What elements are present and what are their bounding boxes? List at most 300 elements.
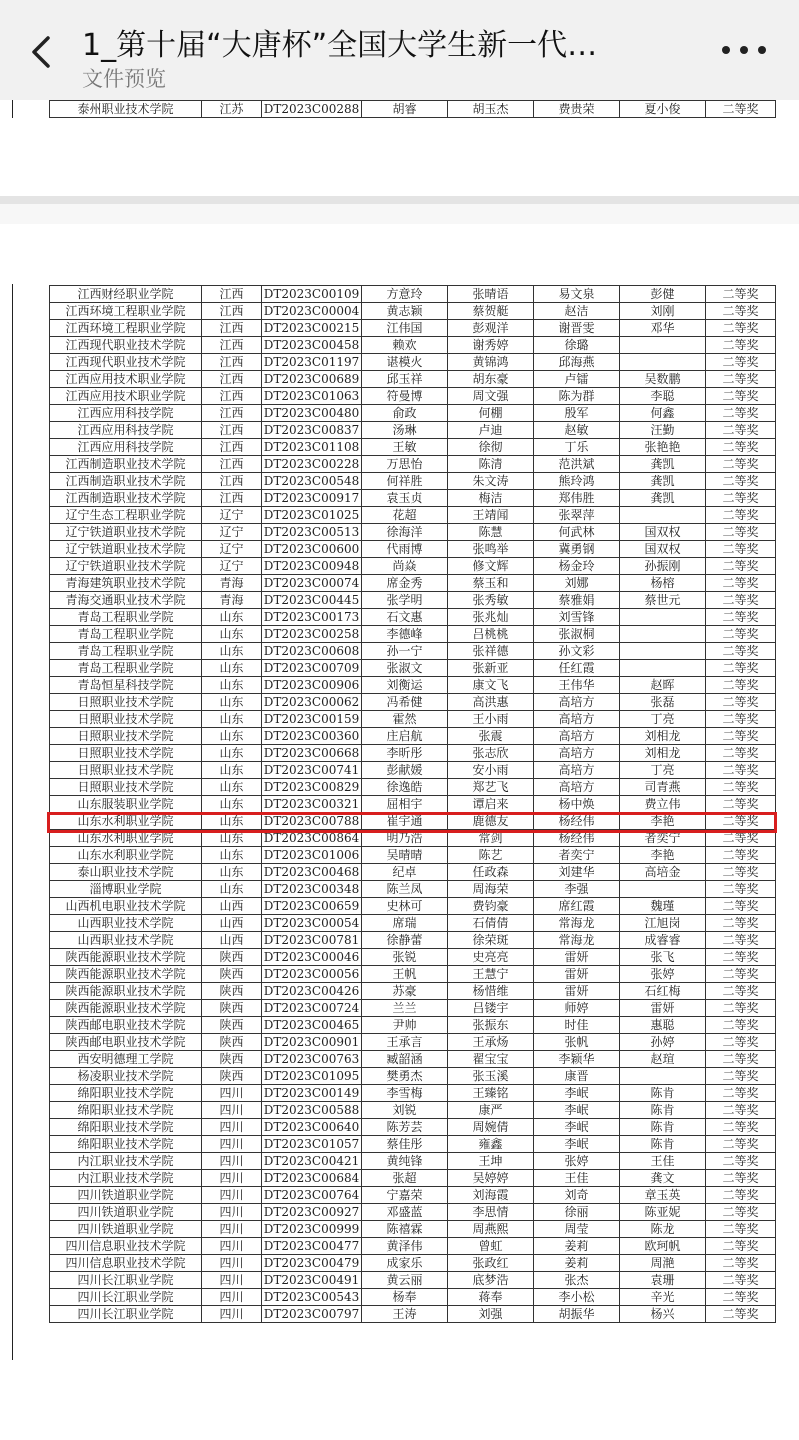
member-2-cell: 张兆灿 (448, 609, 534, 626)
table-row (50, 456, 776, 473)
member-1-cell: 谌模火 (362, 354, 448, 371)
team-id-cell: DT2023C00468 (262, 864, 362, 881)
school-cell: 江西制造职业技术学院 (50, 456, 202, 473)
award-cell: 二等奖 (706, 1136, 776, 1153)
award-cell: 二等奖 (706, 1017, 776, 1034)
more-dots-icon[interactable] (722, 46, 770, 58)
member-2-cell: 雍鑫 (448, 1136, 534, 1153)
teacher-2-cell: 龚凯 (620, 490, 706, 507)
team-id-cell: DT2023C00999 (262, 1221, 362, 1238)
team-id-cell: DT2023C00426 (262, 983, 362, 1000)
member-2-cell: 吕镂宇 (448, 1000, 534, 1017)
teacher-1-cell: 杨经伟 (534, 830, 620, 847)
teacher-2-cell: 李艳 (620, 813, 706, 830)
table-row (50, 796, 776, 813)
teacher-2-cell: 龚凯 (620, 473, 706, 490)
team-id-cell: DT2023C00588 (262, 1102, 362, 1119)
school-cell: 山东服装职业学院 (50, 796, 202, 813)
teacher-1-cell: 李岷 (534, 1102, 620, 1119)
school-cell: 陕西能源职业技术学院 (50, 966, 202, 983)
table-row (50, 864, 776, 881)
province-cell: 山东 (202, 847, 262, 864)
teacher-2-cell (620, 626, 706, 643)
table-row (50, 779, 776, 796)
teacher-1-cell: 雷妍 (534, 966, 620, 983)
member-1-cell: 李德峰 (362, 626, 448, 643)
teacher-1-cell: 陈为群 (534, 388, 620, 405)
teacher-1-cell: 冀勇钢 (534, 541, 620, 558)
teacher-2-cell: 丁亮 (620, 711, 706, 728)
member-1-cell: 纪卓 (362, 864, 448, 881)
team-id-cell: DT2023C00348 (262, 881, 362, 898)
school-cell: 江西制造职业技术学院 (50, 473, 202, 490)
member-1-cell: 黄志颖 (362, 303, 448, 320)
teacher-1-cell: 康晋 (534, 1068, 620, 1085)
teacher-1-cell: 时佳 (534, 1017, 620, 1034)
award-cell: 二等奖 (706, 813, 776, 830)
school-cell: 江西财经职业学院 (50, 286, 202, 303)
member-1-cell: 何祥胜 (362, 473, 448, 490)
teacher-2-cell: 雷妍 (620, 1000, 706, 1017)
page-separator (0, 196, 799, 204)
member-1-cell: 袁玉贞 (362, 490, 448, 507)
member-2-cell: 梅洁 (448, 490, 534, 507)
award-cell: 二等奖 (706, 677, 776, 694)
province-cell: 江西 (202, 473, 262, 490)
member-2-cell: 刘海霞 (448, 1187, 534, 1204)
award-cell: 二等奖 (706, 915, 776, 932)
member-2-cell: 费钧豪 (448, 898, 534, 915)
member-2-cell: 郑艺飞 (448, 779, 534, 796)
province-cell: 山东 (202, 728, 262, 745)
team-id-cell: DT2023C01006 (262, 847, 362, 864)
province-cell: 山东 (202, 813, 262, 830)
member-2-cell: 张祥德 (448, 643, 534, 660)
teacher-2-cell: 杨榕 (620, 575, 706, 592)
school-cell: 淄博职业学院 (50, 881, 202, 898)
team-id-cell: DT2023C00173 (262, 609, 362, 626)
member-1-cell: 王涛 (362, 1306, 448, 1323)
teacher-2-cell: 石红梅 (620, 983, 706, 1000)
award-cell: 二等奖 (706, 932, 776, 949)
province-cell: 山东 (202, 864, 262, 881)
page-2-table (49, 285, 776, 1323)
team-id-cell: DT2023C00477 (262, 1238, 362, 1255)
award-cell: 二等奖 (706, 558, 776, 575)
team-id-cell: DT2023C00781 (262, 932, 362, 949)
table-row (50, 660, 776, 677)
teacher-1-cell: 杨中焕 (534, 796, 620, 813)
teacher-2-cell: 章玉英 (620, 1187, 706, 1204)
member-1-cell: 张超 (362, 1170, 448, 1187)
province-cell: 山东 (202, 660, 262, 677)
school-cell: 陕西能源职业技术学院 (50, 983, 202, 1000)
table-row (50, 1306, 776, 1323)
team-id-cell: DT2023C01095 (262, 1068, 362, 1085)
member-1-cell: 刘衡运 (362, 677, 448, 694)
school-cell: 四川信息职业技术学院 (50, 1238, 202, 1255)
table-row (50, 898, 776, 915)
award-cell: 二等奖 (706, 626, 776, 643)
province-cell: 江西 (202, 286, 262, 303)
teacher-1-cell: 周莹 (534, 1221, 620, 1238)
award-cell: 二等奖 (706, 1187, 776, 1204)
award-cell: 二等奖 (706, 337, 776, 354)
school-cell: 江西应用科技学院 (50, 439, 202, 456)
table-row (50, 762, 776, 779)
teacher-2-cell: 国双权 (620, 541, 706, 558)
member-1-cell: 陈禧霖 (362, 1221, 448, 1238)
teacher-1-cell: 胡振华 (534, 1306, 620, 1323)
document-subtitle: 文件预览 (82, 67, 166, 91)
member-2-cell: 陈艺 (448, 847, 534, 864)
table-row (50, 694, 776, 711)
member-2-cell: 张志欣 (448, 745, 534, 762)
team-id-cell: DT2023C00513 (262, 524, 362, 541)
member-1-cell: 尚焱 (362, 558, 448, 575)
school-cell: 绵阳职业技术学院 (50, 1085, 202, 1102)
member-2-cell: 蔡贺艇 (448, 303, 534, 320)
member-1-cell: 俞政 (362, 405, 448, 422)
table-row (50, 881, 776, 898)
teacher-2-cell: 陈亚妮 (620, 1204, 706, 1221)
member-2-cell: 彭观洋 (448, 320, 534, 337)
member-1-cell: 符曼博 (362, 388, 448, 405)
province-cell: 陕西 (202, 1068, 262, 1085)
member-2-cell: 康严 (448, 1102, 534, 1119)
member-1-cell: 成家乐 (362, 1255, 448, 1272)
school-cell: 江西应用科技学院 (50, 405, 202, 422)
award-cell: 二等奖 (706, 1289, 776, 1306)
province-cell: 四川 (202, 1119, 262, 1136)
member-2-cell: 徐荣斑 (448, 932, 534, 949)
award-cell: 二等奖 (706, 830, 776, 847)
school-cell: 江西环境工程职业学院 (50, 320, 202, 337)
award-cell: 二等奖 (706, 796, 776, 813)
team-id-cell: DT2023C00689 (262, 371, 362, 388)
teacher-1-cell: 徐璐 (534, 337, 620, 354)
table-row (50, 101, 776, 118)
team-id-cell: DT2023C00724 (262, 1000, 362, 1017)
member-2-cell: 高洪惠 (448, 694, 534, 711)
table-row (50, 1170, 776, 1187)
school-cell: 山东水利职业学院 (50, 830, 202, 847)
team-id-cell: DT2023C00709 (262, 660, 362, 677)
member-1-cell: 席瑞 (362, 915, 448, 932)
teacher-1-cell: 雷妍 (534, 949, 620, 966)
member-2-cell: 杨惜维 (448, 983, 534, 1000)
table-row (50, 1102, 776, 1119)
member-1-cell: 陈兰凤 (362, 881, 448, 898)
province-cell: 山东 (202, 830, 262, 847)
teacher-1-cell: 者奕宁 (534, 847, 620, 864)
school-cell: 江西现代职业技术学院 (50, 337, 202, 354)
member-1-cell: 兰兰 (362, 1000, 448, 1017)
teacher-2-cell: 吴数鹏 (620, 371, 706, 388)
province-cell: 陕西 (202, 1051, 262, 1068)
award-cell: 二等奖 (706, 456, 776, 473)
teacher-2-cell: 陈肯 (620, 1119, 706, 1136)
award-cell: 二等奖 (706, 694, 776, 711)
teacher-1-cell: 张婷 (534, 1153, 620, 1170)
teacher-1-cell: 常海龙 (534, 932, 620, 949)
team-id-cell: DT2023C00054 (262, 915, 362, 932)
member-1-cell: 陈芳芸 (362, 1119, 448, 1136)
province-cell: 青海 (202, 592, 262, 609)
teacher-1-cell: 王伟华 (534, 677, 620, 694)
teacher-2-cell: 张艳艳 (620, 439, 706, 456)
province-cell: 四川 (202, 1289, 262, 1306)
member-1-cell: 花超 (362, 507, 448, 524)
member-1-cell: 宁嘉荣 (362, 1187, 448, 1204)
table-row (50, 1238, 776, 1255)
school-cell: 陕西能源职业技术学院 (50, 1000, 202, 1017)
table-row (50, 1289, 776, 1306)
member-2-cell: 蒋奉 (448, 1289, 534, 1306)
award-cell: 二等奖 (706, 660, 776, 677)
member-2-cell: 黄锦鸿 (448, 354, 534, 371)
teacher-2-cell: 杨兴 (620, 1306, 706, 1323)
member-1-cell: 石文惠 (362, 609, 448, 626)
award-cell: 二等奖 (706, 405, 776, 422)
province-cell: 四川 (202, 1221, 262, 1238)
member-2-cell: 吕桃桃 (448, 626, 534, 643)
school-cell: 江西环境工程职业学院 (50, 303, 202, 320)
province-cell: 山西 (202, 932, 262, 949)
province-cell: 江西 (202, 456, 262, 473)
award-cell: 二等奖 (706, 354, 776, 371)
table-row (50, 966, 776, 983)
team-id-cell: DT2023C00074 (262, 575, 362, 592)
province-cell: 四川 (202, 1085, 262, 1102)
award-cell: 二等奖 (706, 490, 776, 507)
member-2-cell: 张新亚 (448, 660, 534, 677)
table-row (50, 524, 776, 541)
table-row (50, 1221, 776, 1238)
table-row (50, 1051, 776, 1068)
member-1-cell: 吴晴晴 (362, 847, 448, 864)
teacher-1-cell: 张翠萍 (534, 507, 620, 524)
teacher-1-cell: 李小松 (534, 1289, 620, 1306)
teacher-2-cell: 孙振刚 (620, 558, 706, 575)
member-1-cell: 樊勇杰 (362, 1068, 448, 1085)
team-id-cell: DT2023C00046 (262, 949, 362, 966)
school-cell: 江西应用技术职业学院 (50, 388, 202, 405)
teacher-1-cell: 徐丽 (534, 1204, 620, 1221)
table-row (50, 949, 776, 966)
table-row (50, 1187, 776, 1204)
team-id-cell: DT2023C00829 (262, 779, 362, 796)
school-cell: 江西现代职业技术学院 (50, 354, 202, 371)
school-cell: 陕西能源职业技术学院 (50, 949, 202, 966)
province-cell: 江西 (202, 303, 262, 320)
team-id-cell: DT2023C00864 (262, 830, 362, 847)
teacher-1-cell: 姜莉 (534, 1255, 620, 1272)
member-2-cell: 王坤 (448, 1153, 534, 1170)
member-1-cell: 徐静蕾 (362, 932, 448, 949)
province-cell: 陕西 (202, 1034, 262, 1051)
member-1-cell: 黄纯锋 (362, 1153, 448, 1170)
member-1-cell: 黄泽伟 (362, 1238, 448, 1255)
table-row (50, 1119, 776, 1136)
team-id-cell: DT2023C01063 (262, 388, 362, 405)
teacher-1-cell: 李颖华 (534, 1051, 620, 1068)
award-cell: 二等奖 (706, 101, 776, 118)
team-id-cell: DT2023C00159 (262, 711, 362, 728)
table-row (50, 371, 776, 388)
award-cell: 二等奖 (706, 949, 776, 966)
team-id-cell: DT2023C00258 (262, 626, 362, 643)
teacher-1-cell: 任红霞 (534, 660, 620, 677)
school-cell: 绵阳职业技术学院 (50, 1102, 202, 1119)
teacher-1-cell: 蔡雅娟 (534, 592, 620, 609)
team-id-cell: DT2023C00659 (262, 898, 362, 915)
school-cell: 江西制造职业技术学院 (50, 490, 202, 507)
teacher-2-cell: 赵瑄 (620, 1051, 706, 1068)
teacher-2-cell (620, 643, 706, 660)
award-cell: 二等奖 (706, 966, 776, 983)
teacher-1-cell: 卢镭 (534, 371, 620, 388)
team-id-cell: DT2023C00640 (262, 1119, 362, 1136)
award-cell: 二等奖 (706, 728, 776, 745)
member-2-cell: 吴婷婷 (448, 1170, 534, 1187)
province-cell: 江西 (202, 371, 262, 388)
teacher-1-cell: 赵洁 (534, 303, 620, 320)
award-cell: 二等奖 (706, 745, 776, 762)
school-cell: 绵阳职业技术学院 (50, 1119, 202, 1136)
province-cell: 四川 (202, 1204, 262, 1221)
teacher-2-cell: 陈肯 (620, 1136, 706, 1153)
table-row (50, 422, 776, 439)
team-id-cell: DT2023C00788 (262, 813, 362, 830)
province-cell: 陕西 (202, 949, 262, 966)
teacher-1-cell: 张帆 (534, 1034, 620, 1051)
member-1-cell: 方意玲 (362, 286, 448, 303)
school-cell: 泰州职业技术学院 (50, 101, 202, 118)
teacher-2-cell: 孙婷 (620, 1034, 706, 1051)
table-row (50, 1000, 776, 1017)
team-id-cell: DT2023C00465 (262, 1017, 362, 1034)
award-cell: 二等奖 (706, 422, 776, 439)
member-2-cell: 张鸣举 (448, 541, 534, 558)
team-id-cell: DT2023C00215 (262, 320, 362, 337)
teacher-2-cell: 汪勤 (620, 422, 706, 439)
member-1-cell: 王帆 (362, 966, 448, 983)
table-row (50, 847, 776, 864)
award-cell: 二等奖 (706, 779, 776, 796)
table-row (50, 711, 776, 728)
school-cell: 四川长江职业学院 (50, 1272, 202, 1289)
member-2-cell: 王靖闻 (448, 507, 534, 524)
member-1-cell: 李雪梅 (362, 1085, 448, 1102)
school-cell: 辽宁铁道职业技术学院 (50, 524, 202, 541)
award-cell: 二等奖 (706, 1051, 776, 1068)
teacher-2-cell: 高培金 (620, 864, 706, 881)
award-cell: 二等奖 (706, 1153, 776, 1170)
member-2-cell: 谢秀婷 (448, 337, 534, 354)
teacher-2-cell: 丁亮 (620, 762, 706, 779)
member-2-cell: 王承炀 (448, 1034, 534, 1051)
member-2-cell: 胡玉杰 (448, 101, 534, 118)
school-cell: 青岛工程职业学院 (50, 643, 202, 660)
province-cell: 江西 (202, 490, 262, 507)
member-2-cell: 张政红 (448, 1255, 534, 1272)
team-id-cell: DT2023C00668 (262, 745, 362, 762)
school-cell: 江西应用科技学院 (50, 422, 202, 439)
document-title: 1_第十届“大唐杯”全国大学生新一代… (82, 28, 598, 63)
province-cell: 山西 (202, 898, 262, 915)
table-row (50, 932, 776, 949)
teacher-1-cell: 杨金玲 (534, 558, 620, 575)
table-row (50, 354, 776, 371)
award-cell: 二等奖 (706, 762, 776, 779)
province-cell: 山东 (202, 711, 262, 728)
team-id-cell: DT2023C01025 (262, 507, 362, 524)
member-2-cell: 康文飞 (448, 677, 534, 694)
page-separator-shadow (0, 204, 799, 224)
page-margin-line (12, 284, 13, 1360)
table-row (50, 643, 776, 660)
award-cell: 二等奖 (706, 711, 776, 728)
team-id-cell: DT2023C00109 (262, 286, 362, 303)
province-cell: 江西 (202, 320, 262, 337)
teacher-2-cell: 刘相龙 (620, 728, 706, 745)
teacher-1-cell: 高培方 (534, 745, 620, 762)
team-id-cell: DT2023C00608 (262, 643, 362, 660)
table-row (50, 1255, 776, 1272)
team-id-cell: DT2023C01108 (262, 439, 362, 456)
teacher-2-cell: 邓华 (620, 320, 706, 337)
table-row (50, 388, 776, 405)
member-2-cell: 张震 (448, 728, 534, 745)
award-cell: 二等奖 (706, 1119, 776, 1136)
member-2-cell: 陈清 (448, 456, 534, 473)
table-row (50, 1204, 776, 1221)
school-cell: 青海交通职业技术学院 (50, 592, 202, 609)
teacher-2-cell: 费立伟 (620, 796, 706, 813)
team-id-cell: DT2023C00901 (262, 1034, 362, 1051)
team-id-cell: DT2023C01197 (262, 354, 362, 371)
member-1-cell: 冯希健 (362, 694, 448, 711)
province-cell: 辽宁 (202, 524, 262, 541)
teacher-1-cell: 郑伟胜 (534, 490, 620, 507)
member-2-cell: 常剑 (448, 830, 534, 847)
member-2-cell: 张晴语 (448, 286, 534, 303)
province-cell: 陕西 (202, 1000, 262, 1017)
teacher-2-cell (620, 354, 706, 371)
province-cell: 山东 (202, 643, 262, 660)
school-cell: 四川铁道职业学院 (50, 1187, 202, 1204)
member-2-cell: 张秀敏 (448, 592, 534, 609)
table-row (50, 1017, 776, 1034)
team-id-cell: DT2023C00917 (262, 490, 362, 507)
teacher-2-cell (620, 1068, 706, 1085)
member-1-cell: 邓盛蓝 (362, 1204, 448, 1221)
teacher-1-cell: 刘建华 (534, 864, 620, 881)
teacher-1-cell: 李强 (534, 881, 620, 898)
award-cell: 二等奖 (706, 983, 776, 1000)
teacher-2-cell: 者奕宁 (620, 830, 706, 847)
team-id-cell: DT2023C00948 (262, 558, 362, 575)
member-1-cell: 杨奉 (362, 1289, 448, 1306)
table-row (50, 983, 776, 1000)
teacher-1-cell: 范洪斌 (534, 456, 620, 473)
school-cell: 辽宁生态工程职业学院 (50, 507, 202, 524)
province-cell: 辽宁 (202, 558, 262, 575)
chevron-left-icon[interactable] (22, 30, 62, 74)
member-1-cell: 赖欢 (362, 337, 448, 354)
teacher-1-cell: 李岷 (534, 1119, 620, 1136)
